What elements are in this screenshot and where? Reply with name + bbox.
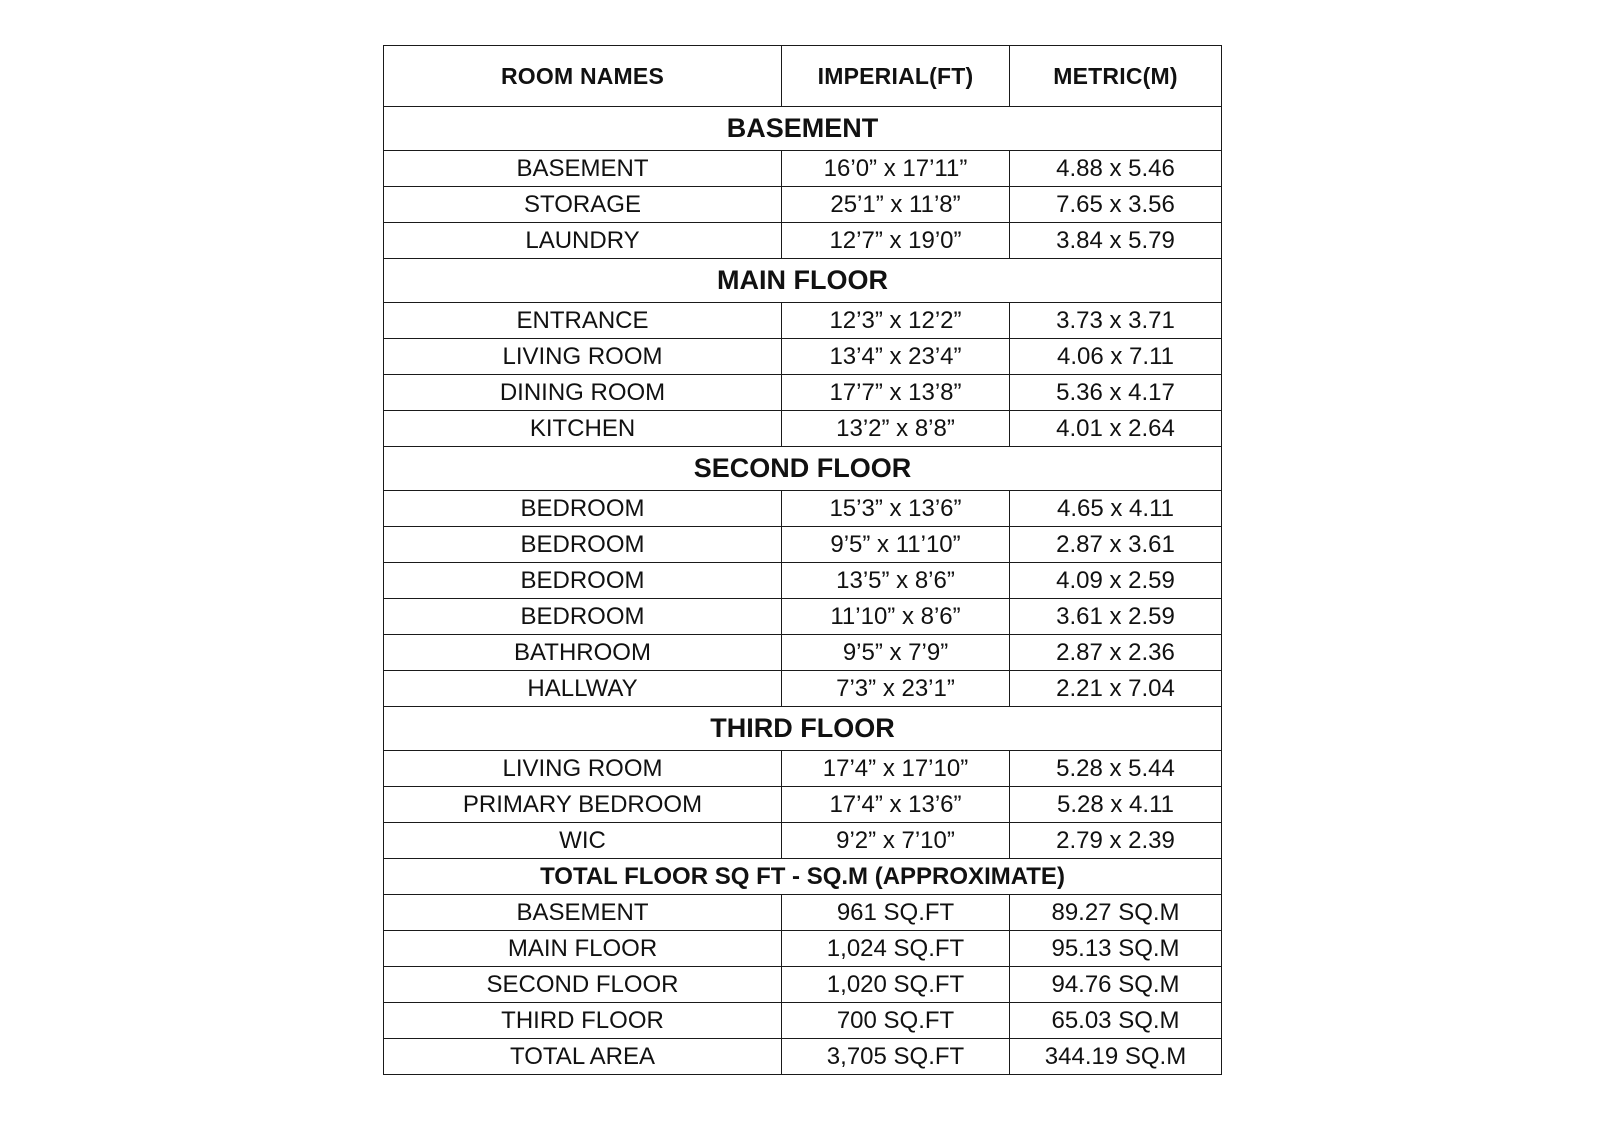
section-title: BASEMENT xyxy=(384,107,1222,151)
metric-value: 4.88 x 5.46 xyxy=(1010,151,1222,187)
imperial-value: 17’7” x 13’8” xyxy=(782,375,1010,411)
room-name: KITCHEN xyxy=(384,411,782,447)
table-row xyxy=(384,931,1222,967)
header-room-names: ROOM NAMES xyxy=(384,46,782,107)
section-header-third-floor xyxy=(384,707,1222,751)
imperial-value: 11’10” x 8’6” xyxy=(782,599,1010,635)
table-row xyxy=(384,599,1222,635)
metric-value: 2.87 x 3.61 xyxy=(1010,527,1222,563)
imperial-value: 13’4” x 23’4” xyxy=(782,339,1010,375)
imperial-value: 12’3” x 12’2” xyxy=(782,303,1010,339)
metric-value: 4.01 x 2.64 xyxy=(1010,411,1222,447)
room-name: HALLWAY xyxy=(384,671,782,707)
metric-value: 3.61 x 2.59 xyxy=(1010,599,1222,635)
section-title: MAIN FLOOR xyxy=(384,259,1222,303)
section-title: TOTAL FLOOR SQ FT - SQ.M (APPROXIMATE) xyxy=(384,859,1222,895)
table-row xyxy=(384,411,1222,447)
section-title: THIRD FLOOR xyxy=(384,707,1222,751)
floor-name: THIRD FLOOR xyxy=(384,1003,782,1039)
room-dimensions-table xyxy=(383,45,1222,1075)
table-row xyxy=(384,151,1222,187)
metric-value: 2.87 x 2.36 xyxy=(1010,635,1222,671)
table-row xyxy=(384,787,1222,823)
floor-name: TOTAL AREA xyxy=(384,1039,782,1075)
table-row xyxy=(384,751,1222,787)
room-name: BEDROOM xyxy=(384,491,782,527)
table-row xyxy=(384,967,1222,1003)
table-row xyxy=(384,635,1222,671)
table-row xyxy=(384,303,1222,339)
imperial-area: 1,020 SQ.FT xyxy=(782,967,1010,1003)
metric-area: 65.03 SQ.M xyxy=(1010,1003,1222,1039)
imperial-value: 17’4” x 13’6” xyxy=(782,787,1010,823)
imperial-value: 9’2” x 7’10” xyxy=(782,823,1010,859)
imperial-area: 700 SQ.FT xyxy=(782,1003,1010,1039)
section-header-main-floor xyxy=(384,259,1222,303)
metric-value: 4.06 x 7.11 xyxy=(1010,339,1222,375)
table-row xyxy=(384,339,1222,375)
imperial-area: 1,024 SQ.FT xyxy=(782,931,1010,967)
table-row xyxy=(384,563,1222,599)
imperial-value: 15’3” x 13’6” xyxy=(782,491,1010,527)
floor-name: BASEMENT xyxy=(384,895,782,931)
metric-area: 95.13 SQ.M xyxy=(1010,931,1222,967)
table-row xyxy=(384,375,1222,411)
metric-value: 2.79 x 2.39 xyxy=(1010,823,1222,859)
section-header-totals xyxy=(384,859,1222,895)
imperial-value: 16’0” x 17’11” xyxy=(782,151,1010,187)
room-name: STORAGE xyxy=(384,187,782,223)
metric-value: 4.09 x 2.59 xyxy=(1010,563,1222,599)
metric-area: 94.76 SQ.M xyxy=(1010,967,1222,1003)
metric-area: 344.19 SQ.M xyxy=(1010,1039,1222,1075)
room-name: DINING ROOM xyxy=(384,375,782,411)
room-name: LIVING ROOM xyxy=(384,339,782,375)
metric-area: 89.27 SQ.M xyxy=(1010,895,1222,931)
room-name: BATHROOM xyxy=(384,635,782,671)
table-row xyxy=(384,187,1222,223)
metric-value: 5.36 x 4.17 xyxy=(1010,375,1222,411)
imperial-value: 9’5” x 11’10” xyxy=(782,527,1010,563)
imperial-value: 13’2” x 8’8” xyxy=(782,411,1010,447)
room-name: BEDROOM xyxy=(384,563,782,599)
imperial-value: 7’3” x 23’1” xyxy=(782,671,1010,707)
table-row xyxy=(384,895,1222,931)
section-header-basement xyxy=(384,107,1222,151)
metric-value: 4.65 x 4.11 xyxy=(1010,491,1222,527)
metric-value: 5.28 x 4.11 xyxy=(1010,787,1222,823)
imperial-area: 961 SQ.FT xyxy=(782,895,1010,931)
room-name: BASEMENT xyxy=(384,151,782,187)
room-name: BEDROOM xyxy=(384,599,782,635)
imperial-area: 3,705 SQ.FT xyxy=(782,1039,1010,1075)
table-row xyxy=(384,823,1222,859)
table-row xyxy=(384,491,1222,527)
room-name: LAUNDRY xyxy=(384,223,782,259)
floor-name: MAIN FLOOR xyxy=(384,931,782,967)
room-name: BEDROOM xyxy=(384,527,782,563)
table-row xyxy=(384,223,1222,259)
header-metric: METRIC(M) xyxy=(1010,46,1222,107)
imperial-value: 13’5” x 8’6” xyxy=(782,563,1010,599)
metric-value: 3.73 x 3.71 xyxy=(1010,303,1222,339)
metric-value: 3.84 x 5.79 xyxy=(1010,223,1222,259)
table-header-row xyxy=(384,46,1222,107)
imperial-value: 17’4” x 17’10” xyxy=(782,751,1010,787)
room-name: PRIMARY BEDROOM xyxy=(384,787,782,823)
metric-value: 5.28 x 5.44 xyxy=(1010,751,1222,787)
room-name: LIVING ROOM xyxy=(384,751,782,787)
table-row xyxy=(384,671,1222,707)
room-name: WIC xyxy=(384,823,782,859)
floor-name: SECOND FLOOR xyxy=(384,967,782,1003)
metric-value: 7.65 x 3.56 xyxy=(1010,187,1222,223)
imperial-value: 9’5” x 7’9” xyxy=(782,635,1010,671)
imperial-value: 12’7” x 19’0” xyxy=(782,223,1010,259)
metric-value: 2.21 x 7.04 xyxy=(1010,671,1222,707)
table-row xyxy=(384,1039,1222,1075)
header-imperial: IMPERIAL(FT) xyxy=(782,46,1010,107)
imperial-value: 25’1” x 11’8” xyxy=(782,187,1010,223)
table-row xyxy=(384,527,1222,563)
section-title: SECOND FLOOR xyxy=(384,447,1222,491)
table-row xyxy=(384,1003,1222,1039)
room-name: ENTRANCE xyxy=(384,303,782,339)
section-header-second-floor xyxy=(384,447,1222,491)
